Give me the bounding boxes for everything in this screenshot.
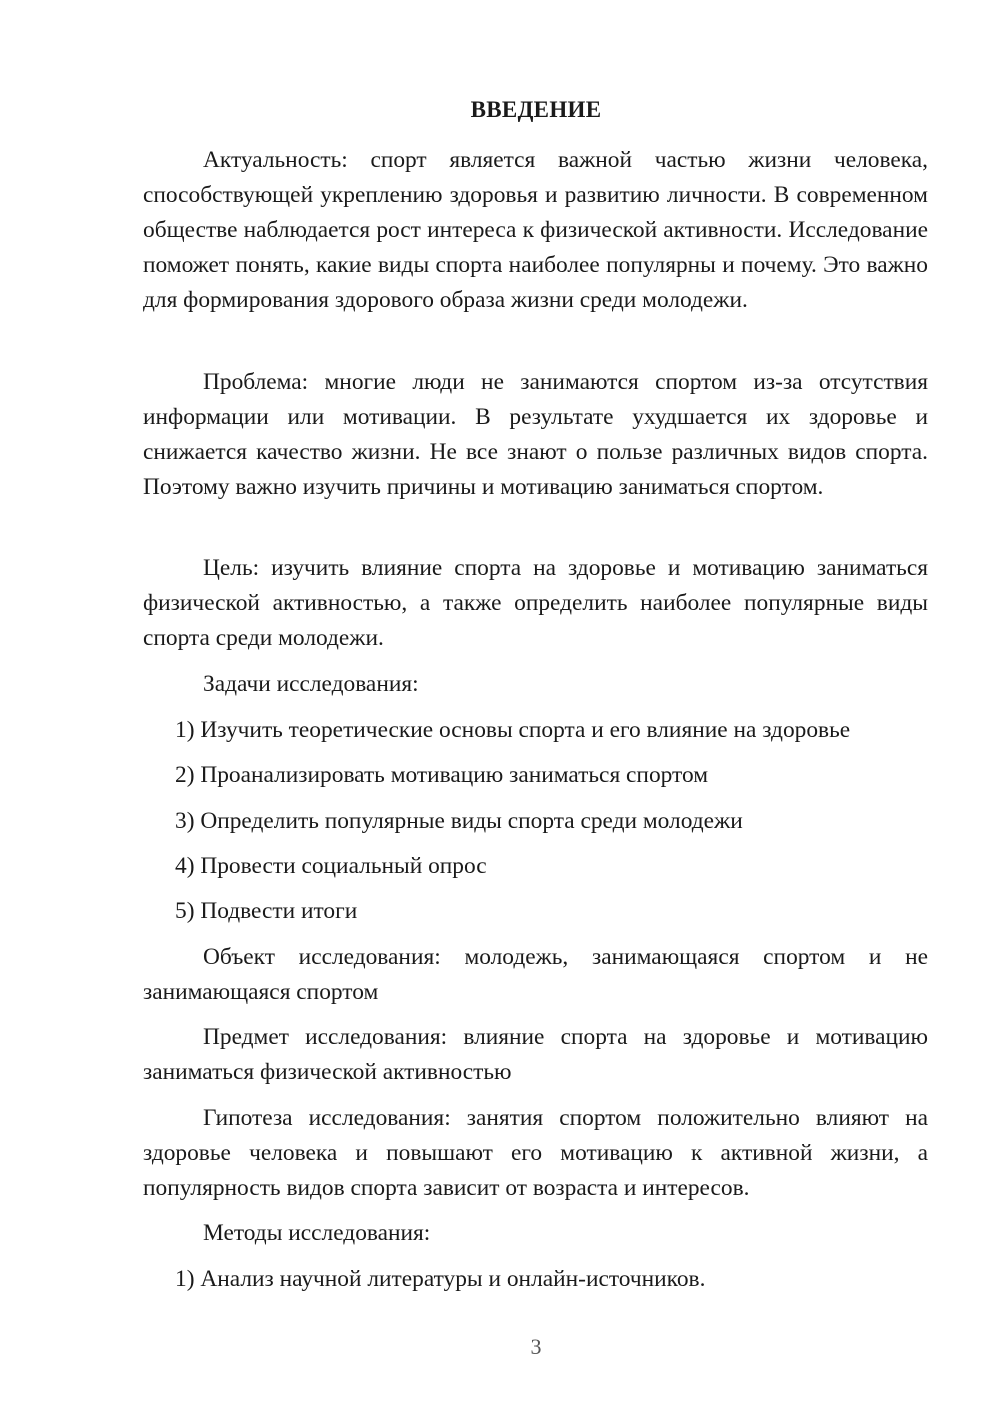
- task-item: 4) Провести социальный опрос: [175, 853, 487, 879]
- method-item: 1) Анализ научной литературы и онлайн-источников.: [175, 1266, 706, 1292]
- tasks-heading: Задачи исследования:: [203, 671, 419, 697]
- methods-heading: Методы исследования:: [203, 1220, 431, 1246]
- task-item: 1) Изучить теоретические основы спорта и его влияние на здоровье: [175, 717, 851, 743]
- goal-paragraph: Цель: изучить влияние спорта на здоровье и мотивацию заниматься физической активностью, а также определить наиболее популярные виды спорта среди молодежи.: [143, 555, 928, 651]
- page-title: ВВЕДЕНИЕ: [470, 97, 602, 122]
- hypothesis-paragraph: Гипотеза исследования: занятия спортом положительно влияют на здоровье человека и повышают его мотивацию к активной жизни, а популярность видов спорта зависит от возраста и интересов.: [143, 1105, 928, 1201]
- object-paragraph: Объект исследования: молодежь, занимающаяся спортом и не занимающаяся спортом: [143, 944, 928, 1005]
- relevance-paragraph: Актуальность: спорт является важной частью жизни человека, способствующей укреплению здоровья и развитию личности. В современном обществе наблюдается рост интереса к физической активности. Исследование поможет понять, какие виды спорта наиболее популярны и почему. Это важно для формирования здорового образа жизни среди молодежи.: [143, 147, 928, 313]
- subject-paragraph: Предмет исследования: влияние спорта на здоровье и мотивацию заниматься физической активностью: [143, 1024, 928, 1085]
- task-item: 2) Проанализировать мотивацию заниматься спортом: [175, 762, 708, 788]
- task-item: 3) Определить популярные виды спорта среди молодежи: [175, 808, 743, 834]
- task-item: 5) Подвести итоги: [175, 898, 358, 924]
- page-number: 3: [530, 1334, 542, 1359]
- problem-paragraph: Проблема: многие люди не занимаются спортом из-за отсутствия информации или мотивации. В результате ухудшается их здоровье и снижается качество жизни. Не все знают о пользе различных видов спорта. Поэтому важно изучить причины и мотивацию заниматься спортом.: [143, 369, 928, 500]
